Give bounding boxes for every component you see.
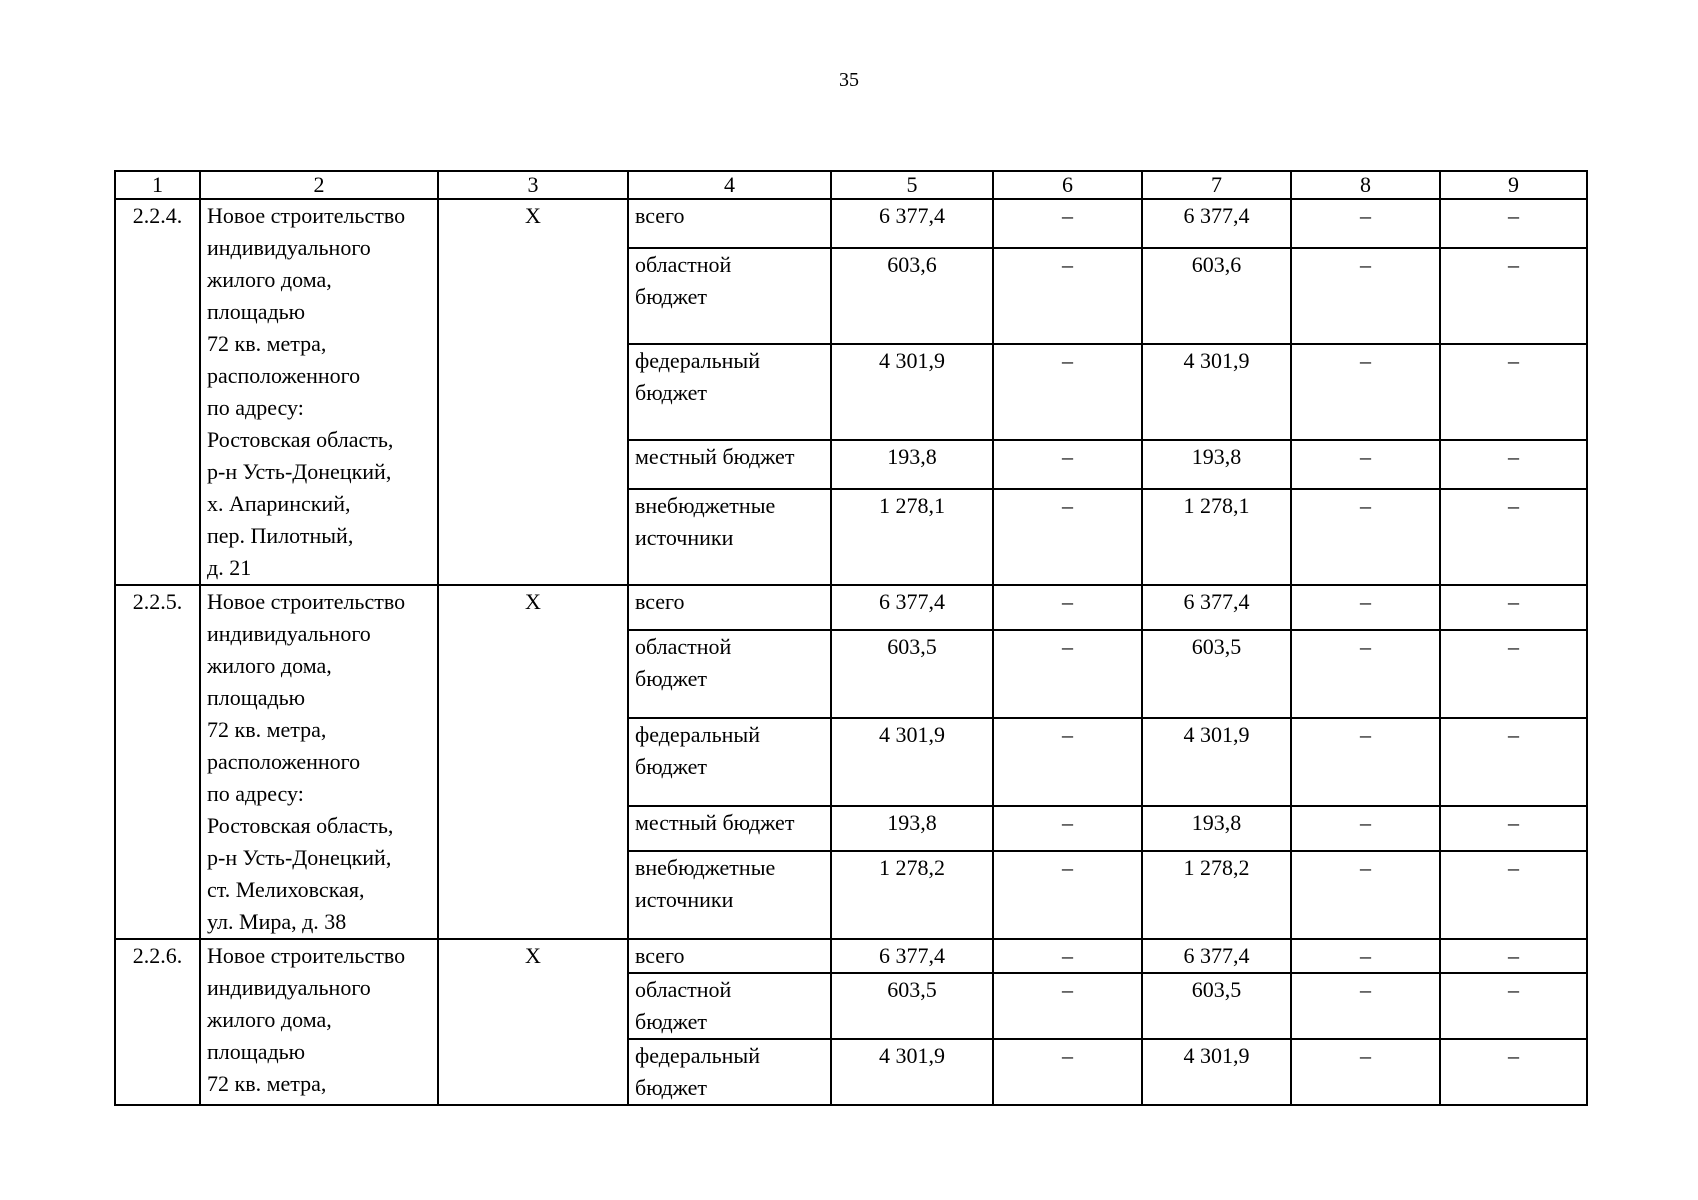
amount-c5: 4 301,9 xyxy=(831,1039,993,1105)
amount-c7: 603,6 xyxy=(1142,248,1291,344)
header-cell: 7 xyxy=(1142,171,1291,199)
funding-source: всего xyxy=(628,199,831,248)
header-cell: 2 xyxy=(200,171,438,199)
amount-c5: 193,8 xyxy=(831,806,993,851)
amount-c7: 603,5 xyxy=(1142,973,1291,1039)
budget-table xyxy=(114,170,1588,1106)
amount-c8: – xyxy=(1291,851,1440,939)
amount-c5: 4 301,9 xyxy=(831,718,993,806)
item-description: Новое строительство индивидуального жилого дома, площадью 72 кв. метра, xyxy=(200,939,438,1105)
amount-c7: 4 301,9 xyxy=(1142,718,1291,806)
amount-c6: – xyxy=(993,344,1142,440)
amount-c9: – xyxy=(1440,344,1587,440)
funding-source: федеральный бюджет xyxy=(628,1039,831,1105)
amount-c9: – xyxy=(1440,1039,1587,1105)
amount-c5: 603,5 xyxy=(831,973,993,1039)
amount-c6: – xyxy=(993,199,1142,248)
amount-c8: – xyxy=(1291,440,1440,489)
funding-source: всего xyxy=(628,585,831,630)
item-code: 2.2.6. xyxy=(115,939,200,1105)
funding-source: областной бюджет xyxy=(628,248,831,344)
item-code: 2.2.4. xyxy=(115,199,200,585)
funding-source: местный бюджет xyxy=(628,806,831,851)
amount-c9: – xyxy=(1440,630,1587,718)
amount-c6: – xyxy=(993,806,1142,851)
amount-c9: – xyxy=(1440,489,1587,585)
item-description: Новое строительство индивидуального жилого дома, площадью 72 кв. метра, расположенного по адресу: Ростовская область, р-н Усть-Донецкий, х. Апаринский, пер. Пилотный, д. 21 xyxy=(200,199,438,585)
funding-source: федеральный бюджет xyxy=(628,718,831,806)
amount-c7: 193,8 xyxy=(1142,806,1291,851)
amount-c6: – xyxy=(993,489,1142,585)
header-cell: 4 xyxy=(628,171,831,199)
funding-source: областной бюджет xyxy=(628,630,831,718)
amount-c7: 1 278,1 xyxy=(1142,489,1291,585)
amount-c5: 4 301,9 xyxy=(831,344,993,440)
amount-c5: 603,5 xyxy=(831,630,993,718)
amount-c8: – xyxy=(1291,806,1440,851)
header-cell: 5 xyxy=(831,171,993,199)
amount-c5: 603,6 xyxy=(831,248,993,344)
amount-c7: 603,5 xyxy=(1142,630,1291,718)
header-cell: 9 xyxy=(1440,171,1587,199)
amount-c8: – xyxy=(1291,248,1440,344)
funding-source: всего xyxy=(628,939,831,973)
amount-c8: – xyxy=(1291,199,1440,248)
table-row xyxy=(115,939,1587,973)
item-description: Новое строительство индивидуального жилого дома, площадью 72 кв. метра, расположенного по адресу: Ростовская область, р-н Усть-Донецкий, ст. Мелиховская, ул. Мира, д. 38 xyxy=(200,585,438,939)
item-col3: Х xyxy=(438,199,628,585)
amount-c9: – xyxy=(1440,973,1587,1039)
funding-source: внебюджетные источники xyxy=(628,851,831,939)
amount-c5: 6 377,4 xyxy=(831,585,993,630)
amount-c9: – xyxy=(1440,939,1587,973)
amount-c6: – xyxy=(993,585,1142,630)
amount-c7: 4 301,9 xyxy=(1142,1039,1291,1105)
amount-c7: 6 377,4 xyxy=(1142,585,1291,630)
amount-c9: – xyxy=(1440,248,1587,344)
header-cell: 1 xyxy=(115,171,200,199)
header-cell: 6 xyxy=(993,171,1142,199)
amount-c6: – xyxy=(993,718,1142,806)
header-cell: 8 xyxy=(1291,171,1440,199)
amount-c8: – xyxy=(1291,344,1440,440)
amount-c6: – xyxy=(993,973,1142,1039)
amount-c6: – xyxy=(993,440,1142,489)
table-body xyxy=(115,199,1587,1105)
amount-c8: – xyxy=(1291,973,1440,1039)
amount-c9: – xyxy=(1440,199,1587,248)
amount-c7: 6 377,4 xyxy=(1142,199,1291,248)
header-row xyxy=(115,171,1587,199)
amount-c8: – xyxy=(1291,939,1440,973)
amount-c8: – xyxy=(1291,585,1440,630)
item-col3: Х xyxy=(438,939,628,1105)
table-row xyxy=(115,585,1587,630)
amount-c7: 193,8 xyxy=(1142,440,1291,489)
amount-c7: 1 278,2 xyxy=(1142,851,1291,939)
item-code: 2.2.5. xyxy=(115,585,200,939)
amount-c8: – xyxy=(1291,489,1440,585)
amount-c7: 6 377,4 xyxy=(1142,939,1291,973)
page-number: 35 xyxy=(839,69,859,91)
amount-c8: – xyxy=(1291,1039,1440,1105)
amount-c6: – xyxy=(993,939,1142,973)
item-col3: Х xyxy=(438,585,628,939)
amount-c9: – xyxy=(1440,851,1587,939)
amount-c5: 6 377,4 xyxy=(831,939,993,973)
amount-c6: – xyxy=(993,248,1142,344)
amount-c5: 1 278,2 xyxy=(831,851,993,939)
funding-source: внебюджетные источники xyxy=(628,489,831,585)
amount-c9: – xyxy=(1440,585,1587,630)
funding-source: федеральный бюджет xyxy=(628,344,831,440)
amount-c5: 1 278,1 xyxy=(831,489,993,585)
amount-c5: 6 377,4 xyxy=(831,199,993,248)
table-row xyxy=(115,199,1587,248)
amount-c5: 193,8 xyxy=(831,440,993,489)
amount-c6: – xyxy=(993,851,1142,939)
amount-c8: – xyxy=(1291,630,1440,718)
amount-c9: – xyxy=(1440,718,1587,806)
funding-source: областной бюджет xyxy=(628,973,831,1039)
amount-c9: – xyxy=(1440,440,1587,489)
amount-c6: – xyxy=(993,630,1142,718)
amount-c9: – xyxy=(1440,806,1587,851)
funding-source: местный бюджет xyxy=(628,440,831,489)
amount-c6: – xyxy=(993,1039,1142,1105)
header-cell: 3 xyxy=(438,171,628,199)
amount-c8: – xyxy=(1291,718,1440,806)
amount-c7: 4 301,9 xyxy=(1142,344,1291,440)
